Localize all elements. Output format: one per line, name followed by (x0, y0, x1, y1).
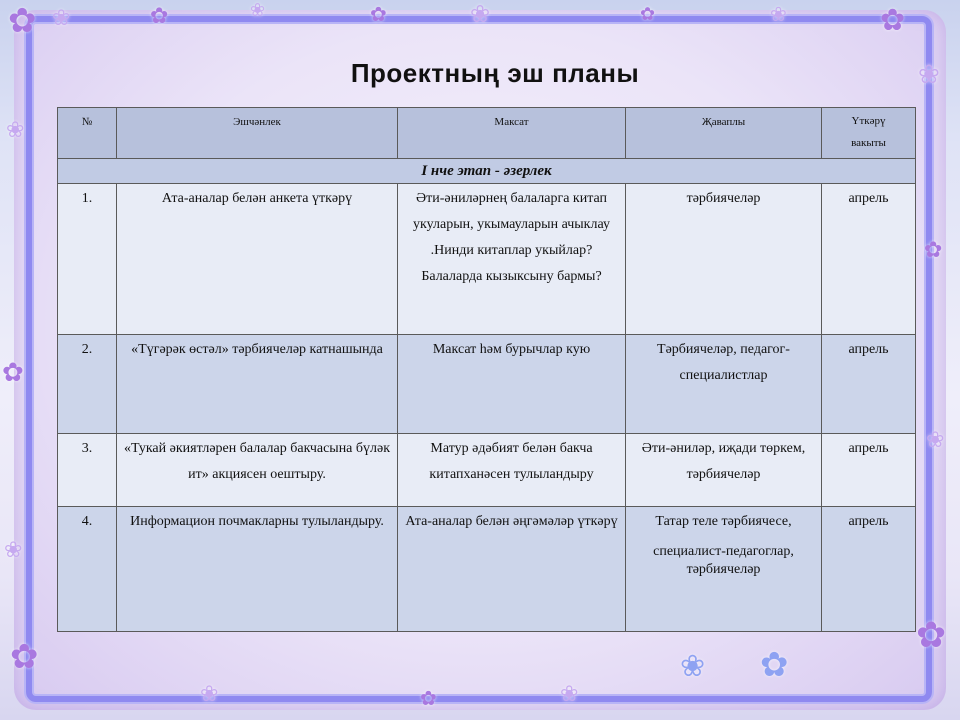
row-responsible: тәрбиячеләр (626, 184, 822, 335)
project-plan-table (57, 107, 916, 632)
row-deadline: апрель (822, 184, 916, 335)
row-activity: Информацион почмакларны тулыландыру. (117, 507, 398, 632)
flower-decoration-icon: ✿ (760, 645, 789, 685)
flower-decoration-icon: ❀ (250, 0, 266, 21)
header-activities: Эшчәнлек (117, 108, 398, 159)
row-activity: «Тукай әкиятләрен балалар бакчасына бүләк ит» акциясен оештыру. (117, 434, 398, 507)
header-responsible: Җаваплы (626, 108, 822, 159)
flower-decoration-icon: ❀ (470, 0, 491, 28)
flower-decoration-icon: ❀ (770, 2, 787, 26)
flower-decoration-icon: ✿ (2, 358, 24, 388)
flower-decoration-icon: ✿ (640, 4, 656, 25)
row-responsible: Әти-әниләр, иҗади төркем, тәрбиячеләр (626, 434, 822, 507)
flower-decoration-icon: ✿ (8, 1, 37, 41)
row-responsible (626, 507, 822, 632)
header-deadline-line2: вакыты (851, 137, 886, 149)
table-header-row (58, 108, 916, 159)
stage-title: I нче этап - әзерлек (58, 159, 916, 184)
row-deadline: апрель (822, 335, 916, 434)
row-deadline: апрель (822, 507, 916, 632)
flower-decoration-icon: ✿ (370, 2, 387, 26)
table-row (58, 434, 916, 507)
header-deadline-line1: Үткәрү (851, 115, 886, 127)
flower-decoration-icon: ❀ (6, 118, 25, 143)
flower-decoration-icon: ✿ (880, 3, 906, 38)
row-responsible-line2: специалист-педагоглар, тәрбиячеләр (653, 544, 794, 577)
row-deadline: апрель (822, 434, 916, 507)
row-activity: Ата-аналар белән анкета үткәрү (117, 184, 398, 335)
header-deadline (822, 108, 916, 159)
row-goal: Матур әдәбият белән бакча китапханәсен тулыландыру (398, 434, 626, 507)
header-goal: Максат (398, 108, 626, 159)
flower-decoration-icon: ✿ (924, 238, 943, 263)
row-number: 1. (58, 184, 117, 335)
table-row (58, 507, 916, 632)
flower-decoration-icon: ❀ (680, 649, 706, 684)
flower-decoration-icon: ❀ (4, 538, 23, 563)
flower-decoration-icon: ❀ (560, 682, 579, 707)
page-title: Проектның эш планы (350, 58, 640, 88)
stage-row (58, 159, 916, 184)
flower-decoration-icon: ✿ (420, 686, 437, 710)
flower-decoration-icon: ❀ (926, 428, 945, 453)
row-number: 4. (58, 507, 117, 632)
row-number: 3. (58, 434, 117, 507)
flower-decoration-icon: ❀ (918, 60, 940, 90)
row-activity: «Түгәрәк өстәл» тәрбиячеләр катнашында (117, 335, 398, 434)
row-goal: Максат һәм бурычлар кую (398, 335, 626, 434)
row-goal: Ата-аналар белән әңгәмәләр үткәрү (398, 507, 626, 632)
row-goal: Әти-әниләрнең балаларга китап укуларын, укымауларын ачыклау .Нинди китаплар укыйлар? Балаларда кызыксыну бармы? (398, 184, 626, 335)
table-row (58, 184, 916, 335)
row-responsible-line1: Татар теле тәрбиячесе, (655, 514, 792, 529)
flower-decoration-icon: ✿ (150, 4, 169, 29)
flower-decoration-icon: ✿ (916, 615, 947, 656)
header-number: № (58, 108, 117, 159)
row-number: 2. (58, 335, 117, 434)
flower-decoration-icon: ❀ (200, 682, 219, 707)
flower-decoration-icon: ❀ (52, 6, 71, 31)
flower-decoration-icon: ✿ (10, 637, 39, 677)
table-row (58, 335, 916, 434)
row-responsible: Тәрбиячеләр, педагог-специалистлар (626, 335, 822, 434)
